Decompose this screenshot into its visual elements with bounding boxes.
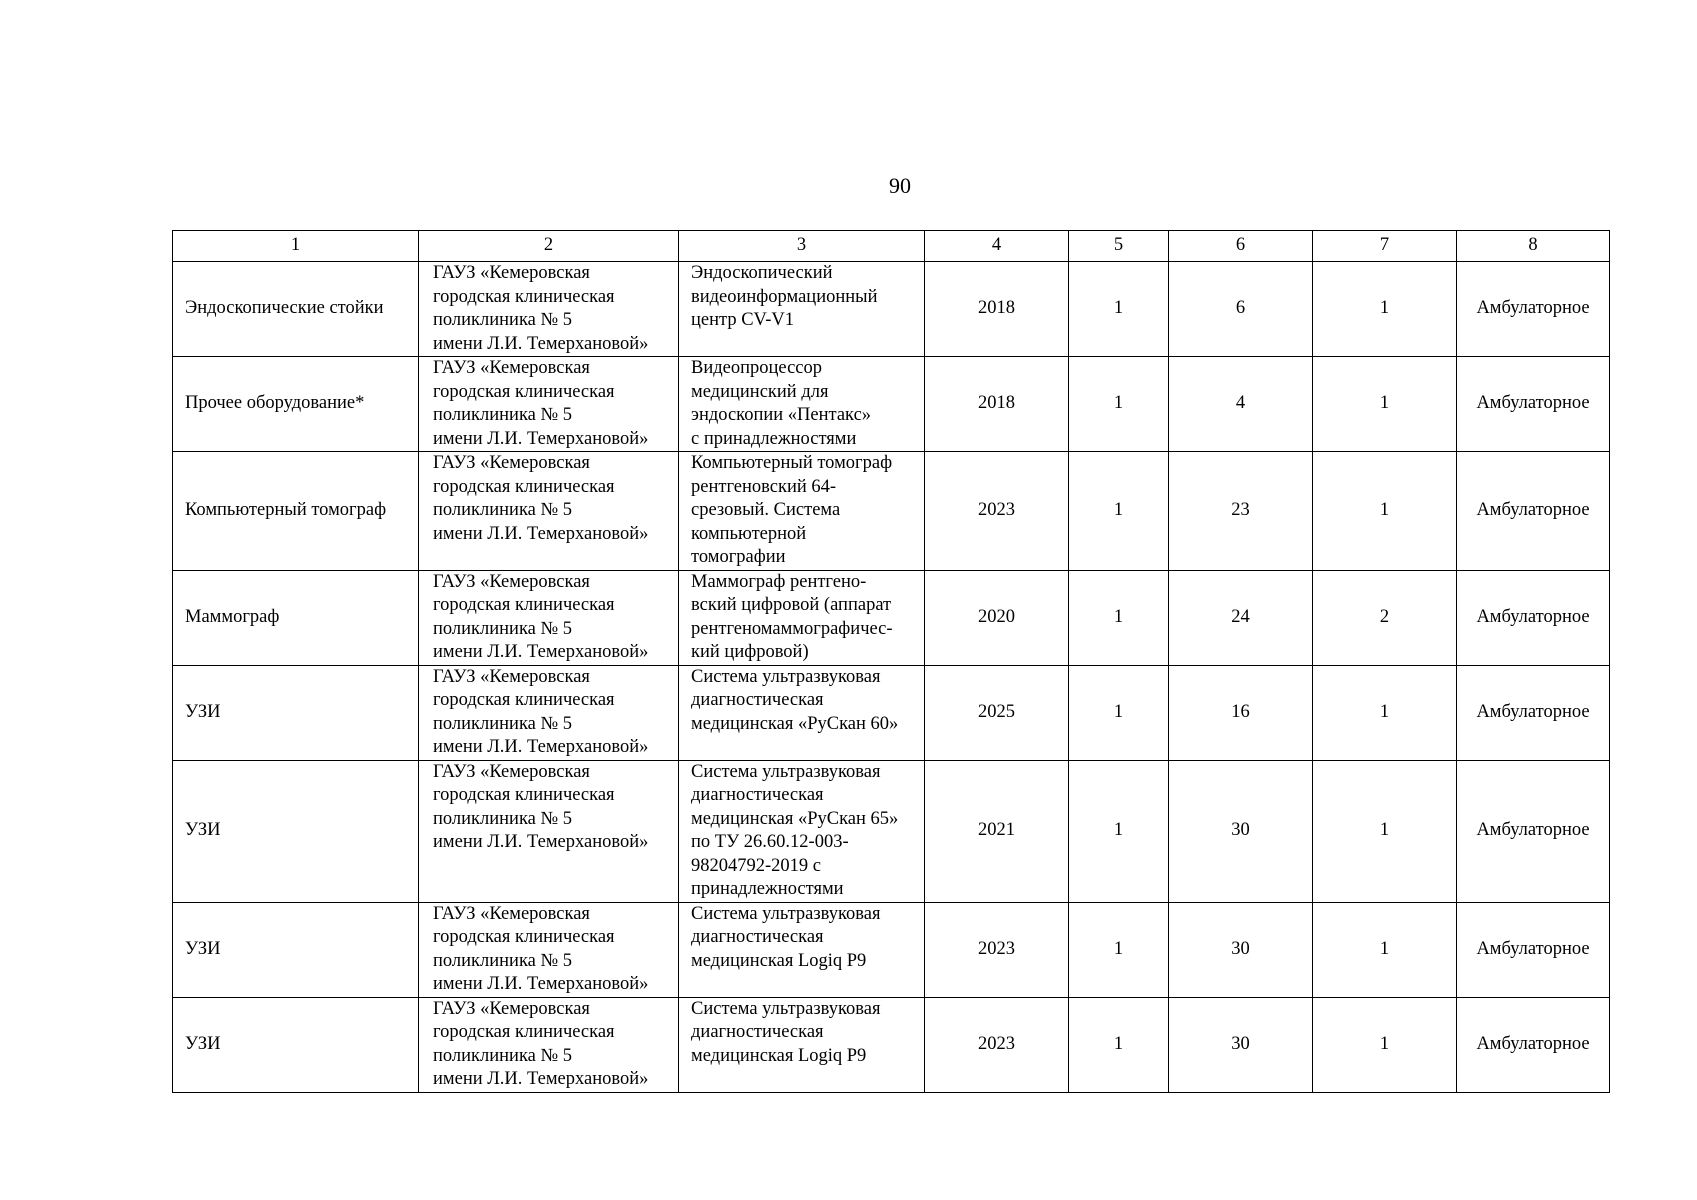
col6-cell: 6 [1169, 262, 1313, 357]
col6-cell: 23 [1169, 452, 1313, 571]
column-header-3: 3 [679, 231, 925, 262]
col5-cell: 1 [1069, 665, 1169, 760]
model-cell: Система ультразвуковая диагностическая медицинская «РуСкан 60» [679, 665, 925, 760]
page-number: 90 [889, 173, 911, 198]
col5-cell: 1 [1069, 760, 1169, 902]
col5-cell: 1 [1069, 570, 1169, 665]
equipment-name-cell: УЗИ [173, 902, 419, 997]
table-row [173, 452, 1610, 571]
care-type-cell: Амбулаторное [1457, 760, 1610, 902]
col6-cell: 30 [1169, 997, 1313, 1092]
care-type-cell: Амбулаторное [1457, 452, 1610, 571]
care-type-cell: Амбулаторное [1457, 570, 1610, 665]
equipment-name-cell: Компьютерный томограф [173, 452, 419, 571]
year-cell: 2018 [925, 357, 1069, 452]
col6-cell: 30 [1169, 902, 1313, 997]
col7-cell: 1 [1313, 452, 1457, 571]
column-number-row [173, 231, 1610, 262]
col5-cell: 1 [1069, 452, 1169, 571]
column-header-8: 8 [1457, 231, 1610, 262]
equipment-name-cell: УЗИ [173, 665, 419, 760]
col7-cell: 1 [1313, 262, 1457, 357]
col7-cell: 2 [1313, 570, 1457, 665]
organization-cell: ГАУЗ «Кемеровская городская клиническая поликлиника № 5 имени Л.И. Темерхановой» [419, 902, 679, 997]
table-row [173, 665, 1610, 760]
column-header-5: 5 [1069, 231, 1169, 262]
organization-cell: ГАУЗ «Кемеровская городская клиническая поликлиника № 5 имени Л.И. Темерхановой» [419, 357, 679, 452]
organization-cell: ГАУЗ «Кемеровская городская клиническая поликлиника № 5 имени Л.И. Темерхановой» [419, 262, 679, 357]
model-cell: Система ультразвуковая диагностическая медицинская «РуСкан 65» по ТУ 26.60.12-003- 98204792-2019 с принадлежностями [679, 760, 925, 902]
care-type-cell: Амбулаторное [1457, 357, 1610, 452]
col7-cell: 1 [1313, 997, 1457, 1092]
equipment-name-cell: УЗИ [173, 997, 419, 1092]
year-cell: 2023 [925, 452, 1069, 571]
column-header-6: 6 [1169, 231, 1313, 262]
table-row [173, 997, 1610, 1092]
model-cell: Видеопроцессор медицинский для эндоскопии «Пентакс» с принадлежностями [679, 357, 925, 452]
equipment-table [172, 230, 1610, 1093]
year-cell: 2021 [925, 760, 1069, 902]
organization-cell: ГАУЗ «Кемеровская городская клиническая поликлиника № 5 имени Л.И. Темерхановой» [419, 997, 679, 1092]
column-header-7: 7 [1313, 231, 1457, 262]
equipment-name-cell: Эндоскопические стойки [173, 262, 419, 357]
care-type-cell: Амбулаторное [1457, 997, 1610, 1092]
year-cell: 2018 [925, 262, 1069, 357]
column-header-2: 2 [419, 231, 679, 262]
equipment-name-cell: Маммограф [173, 570, 419, 665]
model-cell: Система ультразвуковая диагностическая медицинская Logiq P9 [679, 997, 925, 1092]
model-cell: Компьютерный томограф рентгеновский 64- срезовый. Система компьютерной томографии [679, 452, 925, 571]
column-header-1: 1 [173, 231, 419, 262]
organization-cell: ГАУЗ «Кемеровская городская клиническая поликлиника № 5 имени Л.И. Темерхановой» [419, 665, 679, 760]
col7-cell: 1 [1313, 665, 1457, 760]
table-row [173, 570, 1610, 665]
table-row [173, 262, 1610, 357]
col6-cell: 4 [1169, 357, 1313, 452]
year-cell: 2025 [925, 665, 1069, 760]
col5-cell: 1 [1069, 357, 1169, 452]
organization-cell: ГАУЗ «Кемеровская городская клиническая поликлиника № 5 имени Л.И. Темерхановой» [419, 452, 679, 571]
col7-cell: 1 [1313, 902, 1457, 997]
col6-cell: 24 [1169, 570, 1313, 665]
model-cell: Система ультразвуковая диагностическая медицинская Logiq P9 [679, 902, 925, 997]
table-row [173, 902, 1610, 997]
organization-cell: ГАУЗ «Кемеровская городская клиническая поликлиника № 5 имени Л.И. Темерхановой» [419, 760, 679, 902]
col7-cell: 1 [1313, 357, 1457, 452]
col5-cell: 1 [1069, 262, 1169, 357]
year-cell: 2023 [925, 997, 1069, 1092]
column-header-4: 4 [925, 231, 1069, 262]
col5-cell: 1 [1069, 997, 1169, 1092]
model-cell: Маммограф рентгено- вский цифровой (аппарат рентгеномаммографичес- кий цифровой) [679, 570, 925, 665]
care-type-cell: Амбулаторное [1457, 902, 1610, 997]
year-cell: 2023 [925, 902, 1069, 997]
col6-cell: 30 [1169, 760, 1313, 902]
col6-cell: 16 [1169, 665, 1313, 760]
col7-cell: 1 [1313, 760, 1457, 902]
equipment-name-cell: УЗИ [173, 760, 419, 902]
organization-cell: ГАУЗ «Кемеровская городская клиническая поликлиника № 5 имени Л.И. Темерхановой» [419, 570, 679, 665]
col5-cell: 1 [1069, 902, 1169, 997]
care-type-cell: Амбулаторное [1457, 665, 1610, 760]
model-cell: Эндоскопический видеоинформационный центр CV-V1 [679, 262, 925, 357]
table-row [173, 357, 1610, 452]
care-type-cell: Амбулаторное [1457, 262, 1610, 357]
year-cell: 2020 [925, 570, 1069, 665]
equipment-name-cell: Прочее оборудование* [173, 357, 419, 452]
table-row [173, 760, 1610, 902]
